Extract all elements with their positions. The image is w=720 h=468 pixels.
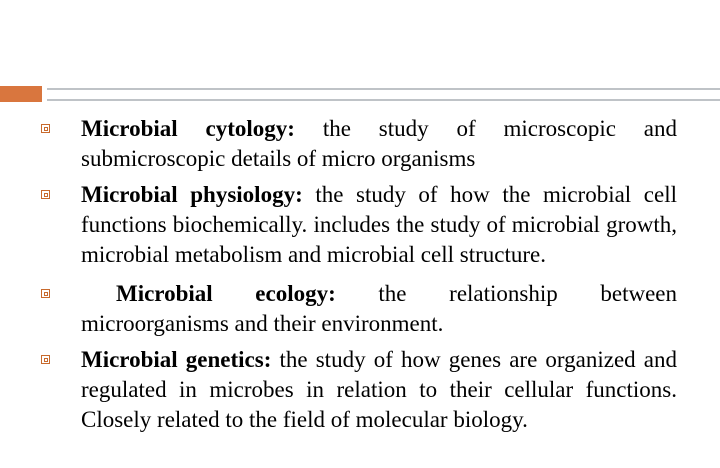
square-bullet-icon — [41, 289, 50, 298]
list-item-text — [81, 345, 677, 435]
list-item-term: Microbial ecology: — [116, 281, 336, 306]
list-item-term: Microbial genetics: — [81, 347, 272, 372]
list-item-text — [81, 279, 677, 339]
list-item-term: Microbial physiology: — [81, 182, 303, 207]
header-divider-bar — [47, 88, 720, 101]
square-bullet-icon — [41, 355, 50, 364]
list-item-description: the study of how genes are organized and regulated in microbes in relation to their cellular functions. Closely related to the field of molecular biology. — [81, 347, 677, 432]
list-item-text — [81, 180, 677, 270]
square-bullet-icon — [41, 124, 50, 133]
square-bullet-icon — [41, 190, 50, 199]
list-item-text — [81, 114, 677, 174]
list-item-description: the study of microscopic and submicroscopic details of micro organisms — [81, 116, 678, 171]
list-item-term: Microbial cytology: — [81, 116, 295, 141]
list-item-description: the relationship between microorganisms and their environment. — [81, 281, 678, 336]
header-accent-bar — [0, 86, 42, 102]
list-item-description: the study of how the microbial cell functions biochemically. includes the study of microbial growth, microbial metabolism and microbial cell structure. — [81, 182, 677, 267]
